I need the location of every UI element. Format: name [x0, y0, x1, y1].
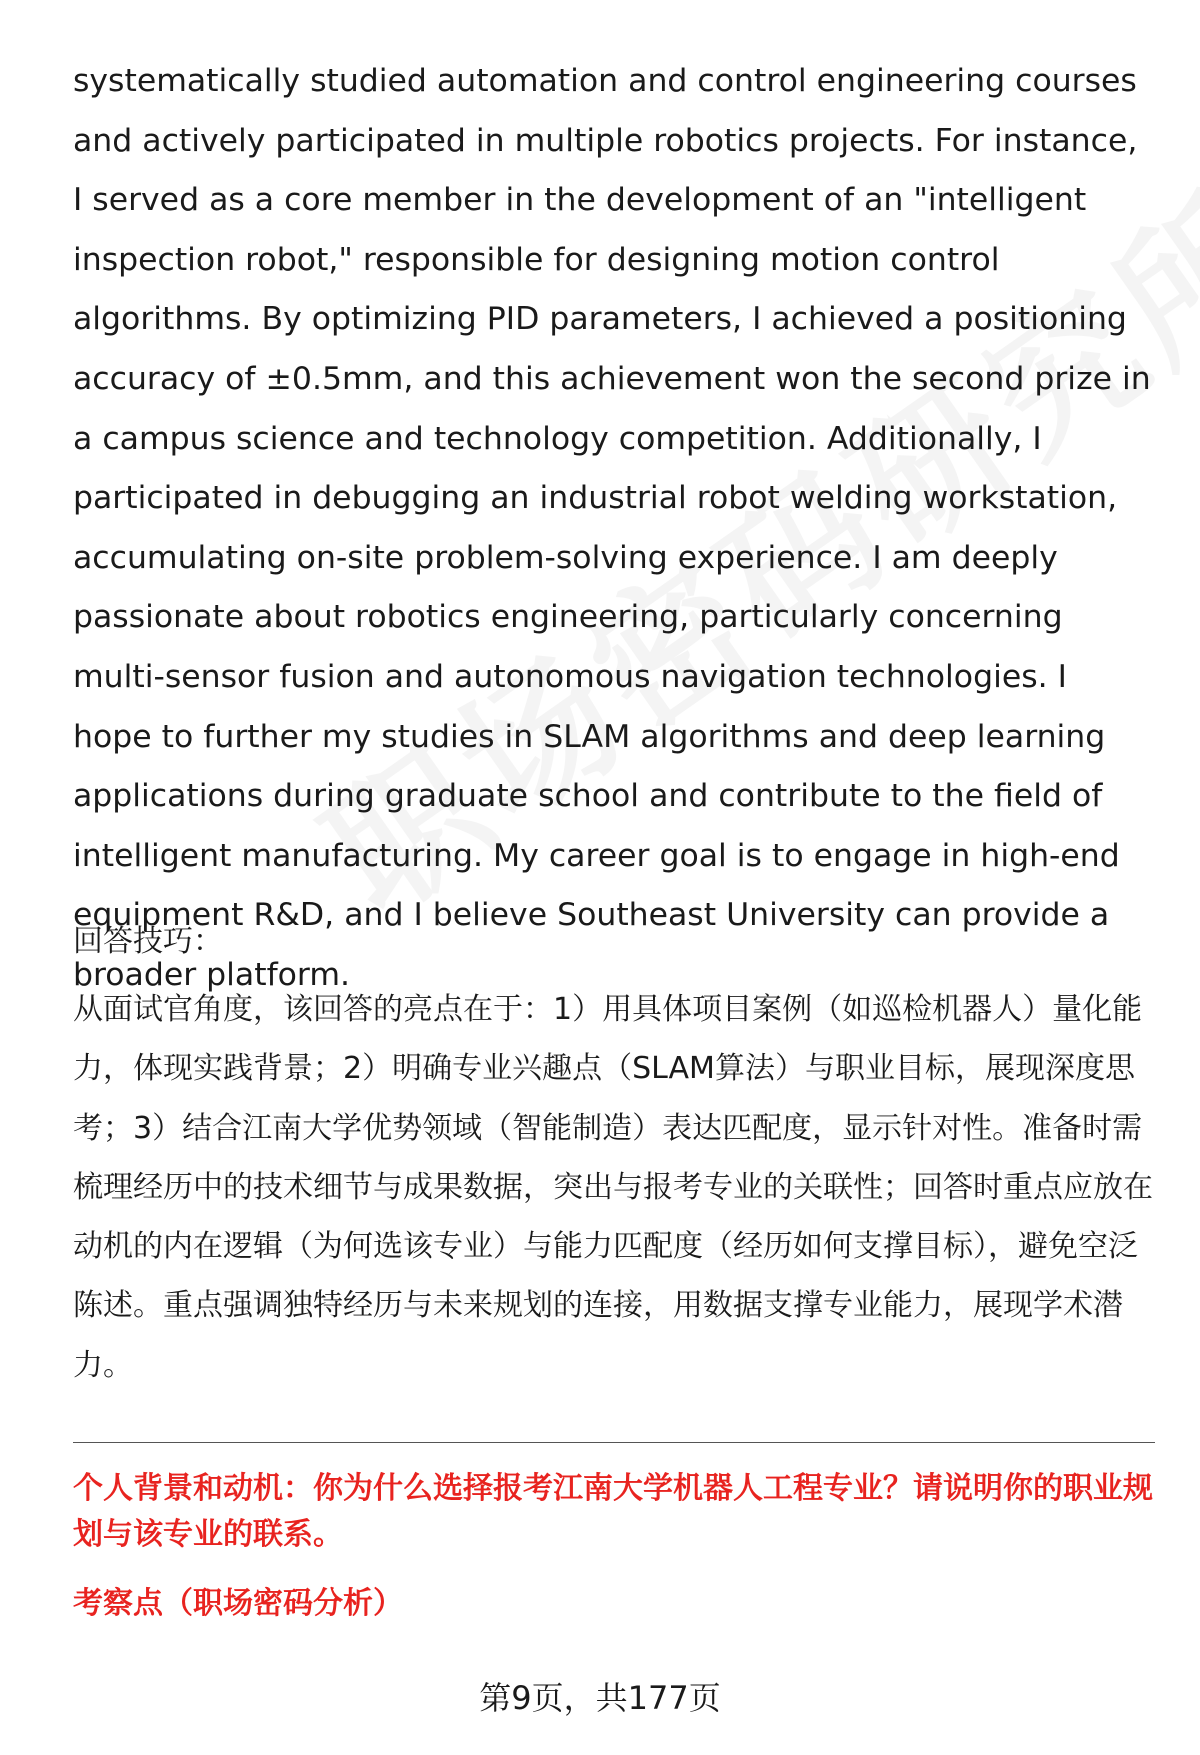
tips-label: 回答技巧： [73, 924, 223, 959]
section-divider [73, 1442, 1155, 1443]
page-number: 第9页，共177页 [479, 1679, 721, 1717]
focus-label: 考察点（职场密码分析） [73, 1586, 403, 1621]
question-title: 个人背景和动机：你为什么选择报考江南大学机器人工程专业？请说明你的职业规划与该专业的联系。 [73, 1471, 1153, 1552]
tips-body: 从面试官角度，该回答的亮点在于：1）用具体项目案例（如巡检机器人）量化能力，体现实践背景；2）明确专业兴趣点（SLAM算法）与职业目标，展现深度思考；3）结合江南大学优势领域（智能制造）表达匹配度，显示针对性。准备时需梳理经历中的技术细节与成果数据，突出与报考专业的关联性；回答时重点应放在动机的内在逻辑（为何选该专业）与能力匹配度（经历如何支撑目标），避免空泛陈述。重点强调独特经历与未来规划的连接，用数据支撑专业能力，展现学术潜力。 [73, 992, 1153, 1383]
answer-paragraph: systematically studied automation and control engineering courses and actively participated in multiple robotics projects. For instance, I served as a core member in the development of an "intelligent inspection robot," responsible for designing motion control algorithms. By optimizing PID parameters, I achieved a positioning accuracy of ±0.5mm, and this achievement won the second prize in a campus science and technology competition. Additionally, I participated in debugging an industrial robot welding workstation, accumulating on-site problem-solving experience. I am deeply passionate about robotics engineering, particularly concerning multi-sensor fusion and autonomous navigation technologies. I hope to further my studies in SLAM algorithms and deep learning applications during graduate school and contribute to the field of intelligent manufacturing. My career goal is to engage in high-end equipment R&D, and I believe Southeast University can provide a broader platform. [73, 63, 1151, 993]
